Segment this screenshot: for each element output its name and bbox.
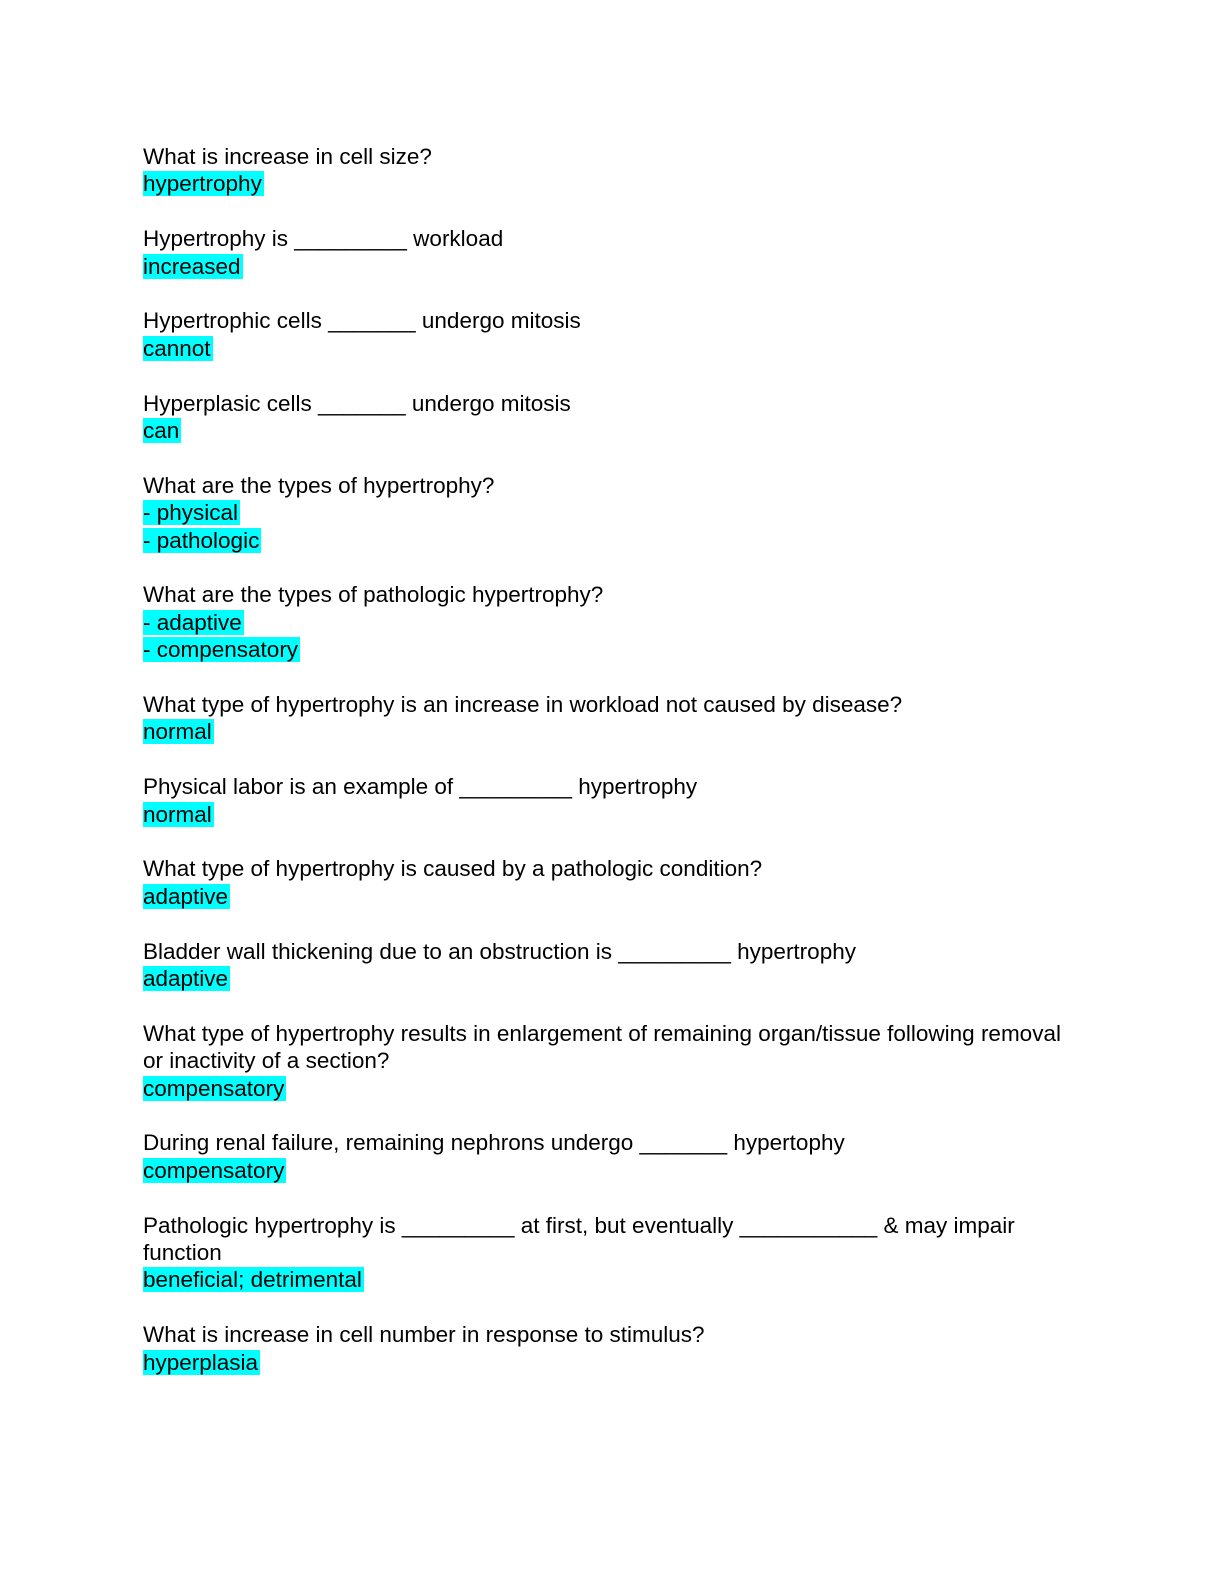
answer-highlight: adaptive [143,966,229,992]
question-text: Hypertrophy is _________ workload [143,226,504,252]
question-text: Pathologic hypertrophy is _________ at first, but eventually ___________ & may impair function [143,1212,1022,1266]
question-text: What type of hypertrophy is an increase in workload not caused by disease? [143,692,903,718]
question-text: During renal failure, remaining nephrons undergo _______ hypertophy [143,1130,845,1156]
answer-highlight: cannot [143,335,211,361]
answer-highlight: compensatory [143,1075,285,1101]
answer-highlight: - compensatory [143,637,299,663]
answer-highlight: normal [143,719,212,745]
answer-highlight: beneficial; detrimental [143,1267,362,1293]
flashcard-document [143,143,1083,1403]
question-text: Bladder wall thickening due to an obstruction is _________ hypertrophy [143,938,856,964]
question-text: Hyperplasic cells _______ undergo mitosis [143,390,571,416]
answer-highlight: hyperplasia [143,1349,259,1375]
answer-highlight: - physical [143,500,239,526]
qa-item [143,938,1083,993]
qa-item [143,472,1083,554]
answer-highlight: hypertrophy [143,171,262,197]
question-text: What are the types of hypertrophy? [143,472,495,498]
qa-item [143,773,1083,828]
answer-highlight: adaptive [143,883,229,909]
qa-item [143,143,1083,198]
answer-highlight: increased [143,253,241,279]
qa-item [143,390,1083,445]
answer-highlight: can [143,418,180,444]
question-text: What type of hypertrophy is caused by a pathologic condition? [143,856,763,882]
qa-item [143,691,1083,746]
answer-highlight: - adaptive [143,609,242,635]
qa-item [143,1321,1083,1376]
qa-item [143,1129,1083,1184]
question-text: What is increase in cell number in response to stimulus? [143,1322,705,1348]
qa-item [143,1020,1083,1102]
answer-highlight: normal [143,801,212,827]
qa-item [143,307,1083,362]
question-text: What type of hypertrophy results in enlargement of remaining organ/tissue following removal or inactivity of a section? [143,1020,1068,1074]
qa-item [143,581,1083,663]
question-text: What are the types of pathologic hypertrophy? [143,582,604,608]
qa-item [143,1212,1083,1294]
question-text: What is increase in cell size? [143,144,432,169]
qa-item [143,855,1083,910]
question-text: Physical labor is an example of _________ hypertrophy [143,774,698,800]
qa-item [143,225,1083,280]
question-text: Hypertrophic cells _______ undergo mitosis [143,308,581,334]
answer-highlight: compensatory [143,1157,285,1183]
answer-highlight: - pathologic [143,527,260,553]
